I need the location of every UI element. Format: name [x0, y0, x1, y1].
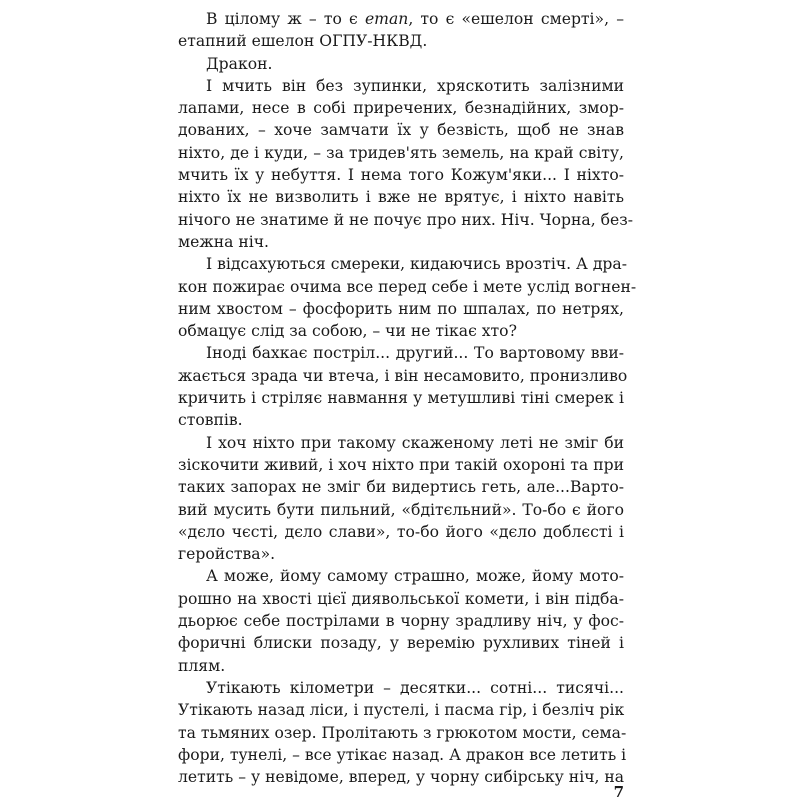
- page-text: [178, 8, 637, 788]
- text-line: межна ніч.: [178, 232, 269, 251]
- text-line: кон пожирає очима все перед себе і мете услід вогнен-: [178, 277, 637, 296]
- text-line: І хоч ніхто при такому скаженому леті не зміг би: [206, 433, 624, 452]
- text-line: вий мусить бути пильний, «бдітєльний». То-бо є його: [178, 500, 624, 519]
- text-line: таких запорах не зміг би видертись геть, але...Варто-: [178, 478, 624, 497]
- text-line: Іноді бахкає постріл... другий... То вартовому вви-: [206, 344, 624, 363]
- text-line: І відсахуються смереки, кидаючись врозтіч. А дра-: [206, 255, 627, 274]
- text-line: фори, тунелі, – все утікає назад. А дракон все летить і: [178, 745, 627, 764]
- text-line: ним хвостом – фосфорить ним по шпалах, по нетрях,: [178, 299, 624, 318]
- text-line: нічого не знатиме й не почує про них. Ніч. Чорна, без-: [178, 210, 634, 229]
- text-line: плям.: [178, 656, 226, 675]
- text-line: дованих, – хоче замчати їх у безвість, щоб не знав: [178, 121, 624, 140]
- text-line: рошно на хвості цієї диявольської комети, і він підба-: [178, 589, 624, 608]
- text-line: мчить їх у небуття. І нема того Кожум'яки... І ніхто-: [178, 166, 624, 185]
- text-line: Утікають кілометри – десятки... сотні... тисячі...: [206, 678, 624, 697]
- text-line: та тьмяних озер. Пролітають з грюкотом мости, сема-: [178, 723, 627, 742]
- text-line: обмацує слід за собою, – чи не тікає хто?: [178, 322, 517, 341]
- text-line: кричить і стріляє навмання у метушливі тіні смерек і: [178, 389, 624, 408]
- page-number: 7: [613, 783, 624, 801]
- text-line: І мчить він без зупинки, хряскотить залізними: [206, 76, 624, 95]
- text-line: Дракон.: [206, 54, 273, 73]
- text-line: жається зрада чи втеча, і він несамовито, пронизливо: [178, 366, 628, 385]
- text-line: геройства».: [178, 545, 276, 564]
- text-line: дьорює себе пострілами в чорну зрадливу ніч, у фос-: [178, 612, 624, 631]
- text-line: лапами, несе в собі приречених, безнадійних, змор-: [178, 99, 624, 118]
- text-line: ніхто, де і куди, – за тридев'ять земель, на край світу,: [178, 143, 624, 162]
- text-line: ніхто їх не визволить і вже не врятує, і ніхто навіть: [178, 188, 624, 207]
- text-line: А може, йому самому страшно, може, йому мото-: [206, 567, 624, 586]
- text-line: зіскочити живий, і хоч ніхто при такій охороні та при: [178, 455, 624, 474]
- text-line: «дєло чєсті, дєло слави», то-бо його «дєло доблєсті і: [178, 522, 624, 541]
- text-line: В цілому ж – то є етап, то є «ешелон смерті», –: [206, 10, 624, 28]
- text-line: етапний ешелон ОГПУ-НКВД.: [178, 32, 428, 51]
- text-line: Утікають назад ліси, і пустелі, і пасма гір, і безліч рік: [178, 701, 625, 720]
- text-line: летить – у невідоме, вперед, у чорну сибірську ніч, на: [178, 768, 625, 787]
- text-line: стовпів.: [178, 411, 243, 430]
- emphasis: етап: [364, 10, 409, 28]
- text-line: форичні блиски позаду, у веремію рухливих тіней і: [178, 634, 624, 653]
